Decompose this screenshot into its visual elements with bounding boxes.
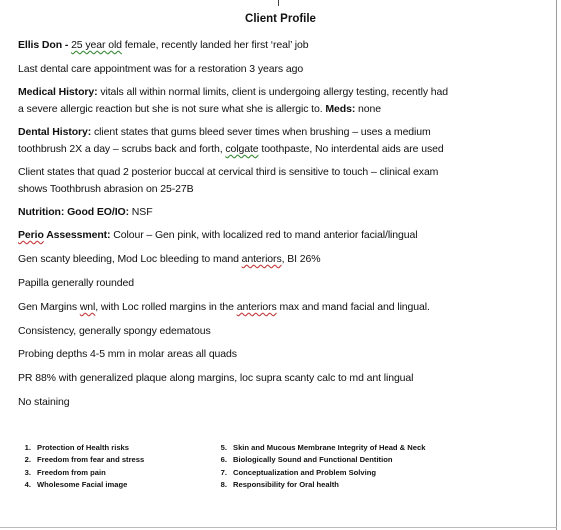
goals-list-right — [216, 442, 425, 491]
sensitivity-note: Client states that quad 2 posterior buccal at cervical third is sensitive to touch – clinical exam shows Toothbrush abrasion on 25-27B — [18, 166, 439, 195]
goals-list-left — [20, 442, 144, 491]
list-item: 8. Responsibility for Oral health — [220, 479, 339, 489]
nutrition-line: Nutrition: Good EO/IO: NSF — [18, 206, 153, 218]
medical-history: Medical History: vitals all within normal limits, client is undergoing allergy testing, recently had a severe allergic reaction but she is not sure what she is allergic to. Meds: none — [18, 86, 449, 115]
list-item: 2. Freedom from fear and stress — [24, 455, 145, 465]
consistency-line: Consistency, generally spongy edematous — [18, 325, 211, 337]
list-item: 6. Biologically Sound and Functional Dentition — [220, 455, 393, 465]
last-appointment: Last dental care appointment was for a restoration 3 years ago — [18, 63, 304, 75]
page-bottom-border — [0, 527, 557, 528]
list-item: 3. Freedom from pain — [24, 467, 106, 477]
list-item: 7. Conceptualization and Problem Solving — [220, 467, 377, 477]
page-right-border — [556, 0, 557, 530]
list-item: 5. Skin and Mucous Membrane Integrity of Head & Neck — [220, 443, 426, 452]
list-item: 1. Protection of Health risks — [24, 443, 129, 452]
probing-line: Probing depths 4-5 mm in molar areas all quads — [18, 348, 237, 360]
list-item: 4. Wholesome Facial image — [24, 479, 128, 489]
bleeding-line: Gen scanty bleeding, Mod Loc bleeding to mand anteriors, BI 26% — [18, 253, 321, 265]
top-tick-mark — [278, 0, 279, 6]
dental-history-label: Dental History: — [18, 126, 92, 138]
client-line: Ellis Don - 25 year old female, recently landed her first ‘real’ job — [18, 39, 309, 51]
perio-assessment: Perio Assessment: Colour – Gen pink, with localized red to mand anterior facial/lingual — [18, 229, 418, 241]
medical-history-label: Medical History: — [18, 86, 98, 98]
client-age: 25 year old — [71, 39, 122, 51]
staining-line: No staining — [18, 396, 70, 408]
pr-line: PR 88% with generalized plaque along margins, loc supra scanty calc to md ant lingual — [18, 372, 414, 384]
dental-history: Dental History: client states that gums bleed sever times when brushing – uses a medium toothbrush 2X a day – scrubs back and forth, colgate toothpaste, No interdental aids are used — [18, 126, 444, 155]
margins-line: Gen Margins wnl, with Loc rolled margins in the anteriors max and mand facial and lingual. — [18, 301, 430, 313]
meds-label: Meds: — [325, 103, 356, 115]
page-title: Client Profile — [245, 13, 316, 25]
papilla-line: Papilla generally rounded — [18, 277, 134, 289]
client-name: Ellis Don — [18, 39, 63, 51]
